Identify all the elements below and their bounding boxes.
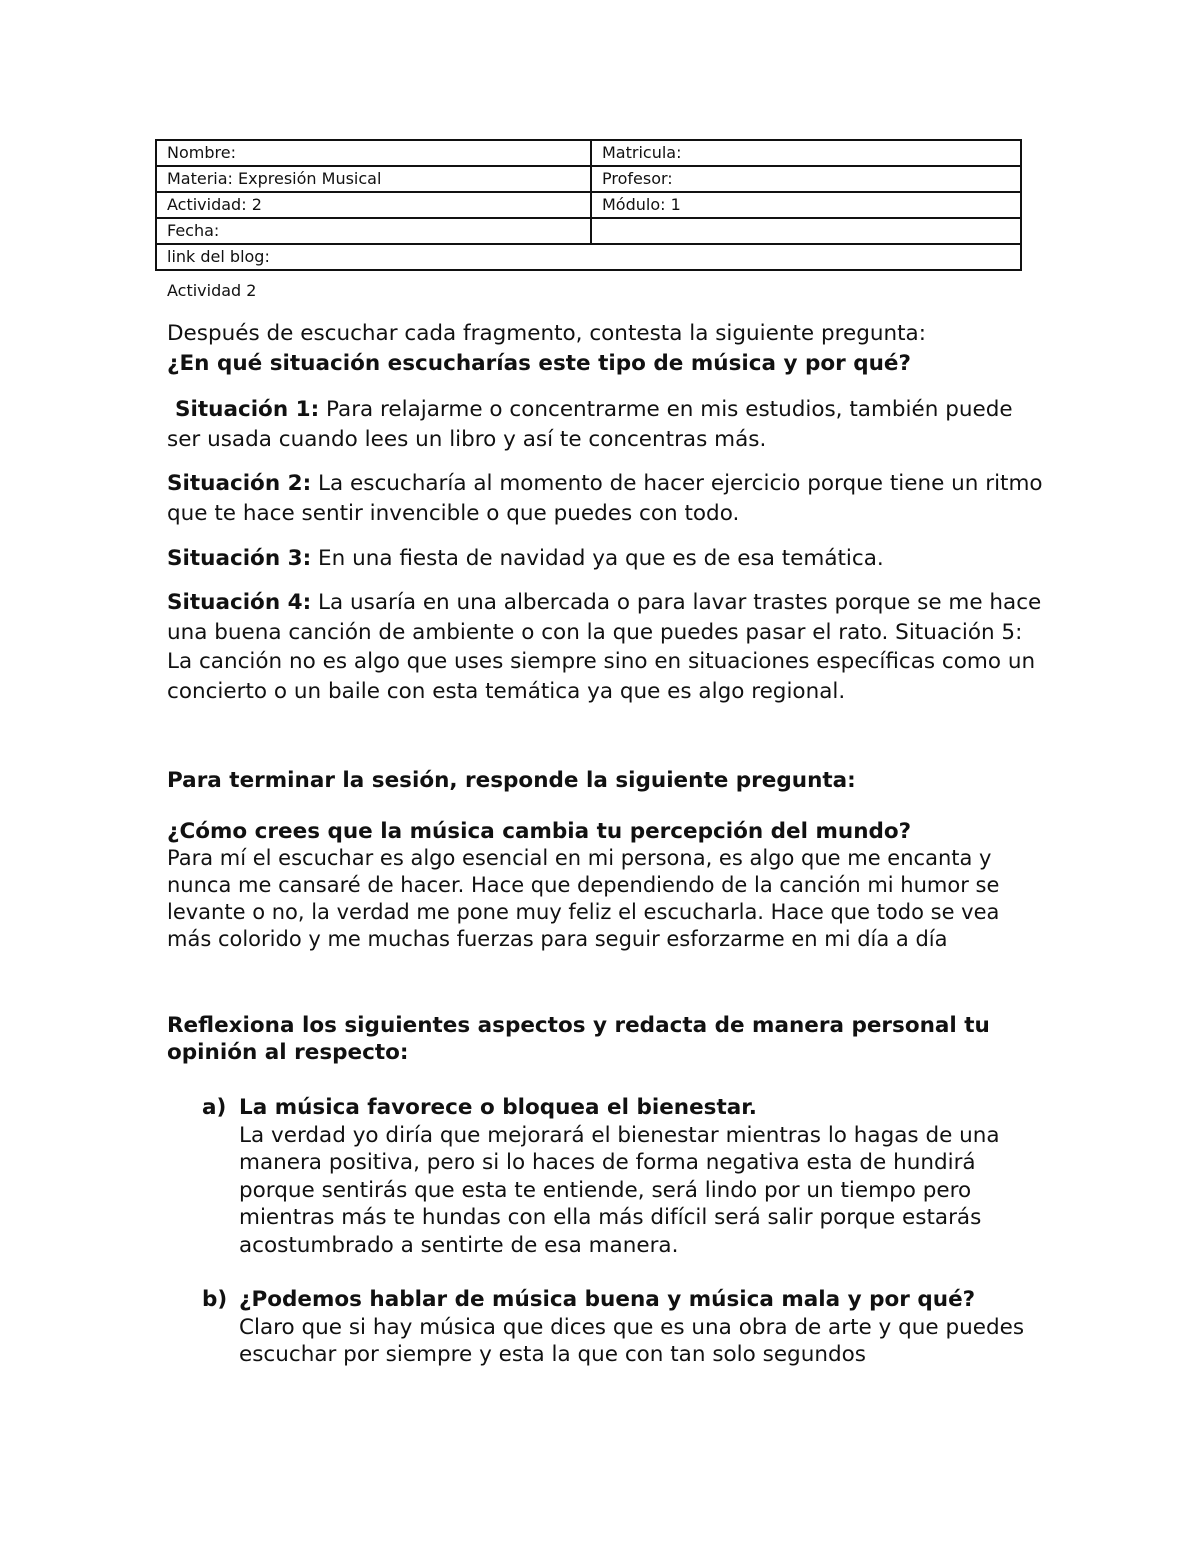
situation-2: [167, 469, 1047, 528]
list-item: [202, 1094, 1047, 1259]
matricula-cell: Matricula:: [591, 140, 1021, 166]
item-a-body: [239, 1094, 1047, 1259]
closing-answer: Para mí el escuchar es algo esencial en mi persona, es algo que me encanta y nunca me cansaré de hacer. Hace que dependiendo de la canción mi humor se levante o no, la verdad me pone muy feliz el escucharla. Hace que todo se vea más colorido y me muchas fuerzas para seguir esforzarme en mi día a día: [167, 846, 1000, 951]
situation-4-label: Situación 4:: [167, 590, 312, 615]
table-row: [156, 192, 1021, 218]
actividad-cell: Actividad: 2: [156, 192, 591, 218]
reflection-heading-text: Reflexiona los siguientes aspectos y redacta de manera personal tu opinión al respecto:: [167, 1013, 990, 1065]
situation-2-text: La escucharía al momento de hacer ejercicio porque tiene un ritmo que te hace sentir invencible o que puedes con todo.: [167, 471, 1043, 526]
student-info-table: [155, 139, 1022, 271]
item-a-title: La música favorece o bloquea el bienestar.: [239, 1095, 757, 1120]
materia-cell: Materia: Expresión Musical: [156, 166, 591, 192]
item-b-body: [239, 1286, 1047, 1369]
link-blog-cell: link del blog:: [156, 244, 1021, 270]
list-item: [202, 1286, 1047, 1369]
situation-3-label: Situación 3:: [167, 546, 312, 571]
situation-4: [167, 588, 1047, 706]
intro-instruction: Después de escuchar cada fragmento, contesta la siguiente pregunta:: [167, 321, 926, 346]
item-a-answer: La verdad yo diría que mejorará el bienestar mientras lo hagas de una manera positiva, pero si lo haces de forma negativa esta de hundirá porque sentirás que esta te entiende, será lindo por un tiempo pero mientras más te hundas con ella más difícil será salir porque estarás acostumbrado a sentirte de esa manera.: [239, 1122, 1000, 1258]
situation-3: [167, 544, 1047, 574]
table-row: [156, 166, 1021, 192]
situation-1-text: Para relajarme o concentrarme en mis estudios, también puede ser usada cuando lees un libro y así te concentras más.: [167, 397, 1013, 452]
situation-1-label: Situación 1:: [175, 397, 320, 422]
closing-answer-block: [167, 818, 1047, 953]
profesor-cell: Profesor:: [591, 166, 1021, 192]
intro-paragraph: [167, 319, 1047, 378]
reflection-heading: [167, 1012, 1047, 1066]
table-row: [156, 244, 1021, 270]
item-a-marker: a): [202, 1095, 227, 1120]
activity-label: Actividad 2: [167, 281, 257, 300]
closing-heading: [167, 766, 1047, 796]
modulo-cell: Módulo: 1: [591, 192, 1021, 218]
situation-3-text: En una fiesta de navidad ya que es de esa temática.: [311, 546, 884, 571]
situation-2-label: Situación 2:: [167, 471, 312, 496]
item-b-answer: Claro que si hay música que dices que es una obra de arte y que puedes escuchar por siempre y esta la que con tan solo segundos: [239, 1314, 1025, 1367]
closing-question: ¿Cómo crees que la música cambia tu percepción del mundo?: [167, 819, 912, 844]
table-row: [156, 218, 1021, 244]
table-row: [156, 140, 1021, 166]
nombre-cell: Nombre:: [156, 140, 591, 166]
empty-cell: [591, 218, 1021, 244]
fecha-cell: Fecha:: [156, 218, 591, 244]
closing-heading-text: Para terminar la sesión, responde la siguiente pregunta:: [167, 768, 856, 793]
intro-question: ¿En qué situación escucharías este tipo de música y por qué?: [167, 350, 911, 376]
item-b-title: ¿Podemos hablar de música buena y música mala y por qué?: [239, 1287, 976, 1312]
situation-4-text: La usaría en una albercada o para lavar trastes porque se me hace una buena canción de ambiente o con la que puedes pasar el rato. Situación 5: La canción no es algo que uses siempre sino en situaciones específicas como un concierto o un baile con esta temática ya que es algo regional.: [167, 590, 1042, 704]
item-b-marker: b): [202, 1287, 228, 1312]
situation-1: [167, 395, 1047, 454]
